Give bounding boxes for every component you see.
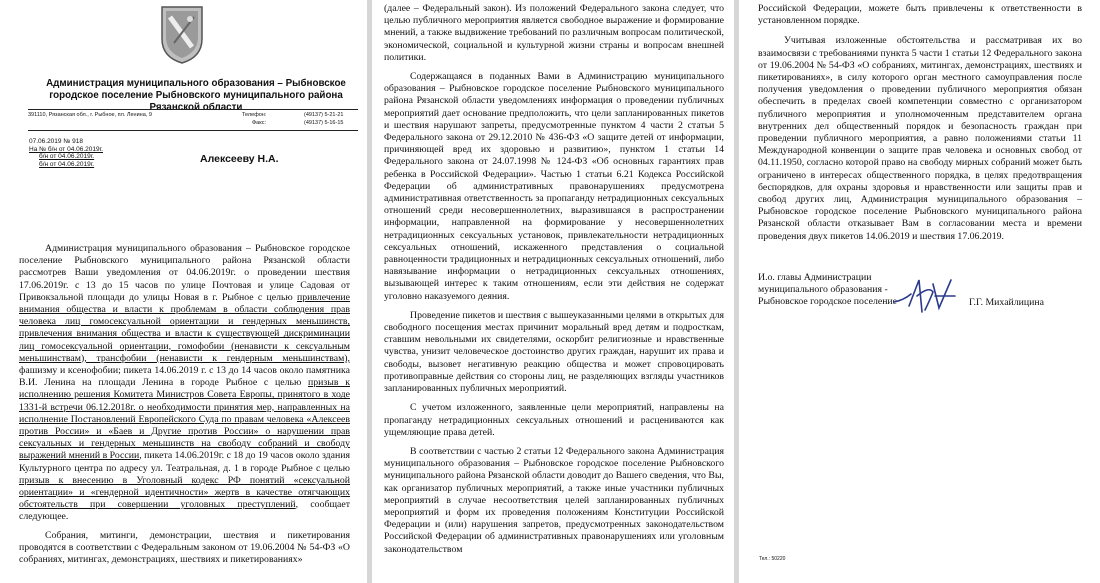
letter-body bbox=[758, 3, 1082, 243]
coat-of-arms-emblem bbox=[158, 3, 206, 65]
underlined-purpose: привлечение внимания общества и власти к проблемам в области соблюдения прав человека лиц гомосексуальной ориентации и гендерных меньшинств, привлечения внимания общества и власти к существующей дискриминации лиц гомосексуальной ориентации, гомофобии (ненависти к сексуальным меньшинствам), трансфобии (ненависти к гендерным меньшинствам), bbox=[19, 291, 350, 364]
underlined-purpose: призыв к исполнению решения Комитета Министров Совета Европы, принятого в ходе 1331-й встречи 06.12.2018г. о необходимости принятия мер, направленных на исполнение Постановлений Европейского Суда по правам человека «Алексеев против России» и «Баев и Другие против России» о нарушении прав сексуальных и гендерных меньшинств на свободу собраний и свободу выражений мнений в России bbox=[19, 377, 350, 462]
letter-body bbox=[384, 3, 724, 556]
addressee: Алексееву Н.А. bbox=[200, 153, 279, 165]
body-paragraph: Администрация муниципального образования – Рыбновское городское поселение Рыбновского муниципального района Рязанской области рассмотрев Ваши уведомления от 04.06.2019г. о проведении шествия 17.06.2019г. с 13 до 15 часов по улице Почтовая и улице Садовая от Привокзальной площади до улицы Новая в г. Рыбное с целью привлечение внимания общества и власти к проблемам в области соблюдения прав человека лиц гомосексуальной ориентации и гендерных меньшинств, привлечения внимания общества и власти к существующей дискриминации лиц гомосексуальной ориентации, гомофобии (ненависти к сексуальным меньшинствам), трансфобии (ненависти к гендерным меньшинствам), фашизму и ксенофобии; пикета 14.06.2019 г. с 13 до 14 часов около памятника В.И. Ленина на площади Ленина в городе Рыбное с целью призыв к исполнению решения Комитета Министров Совета Европы, принятого в ходе 1331-й встречи 06.12.2018г. о необходимости принятия мер, направленных на исполнение Постановлений Европейского Суда по правам человека «Алексеев против России» и «Баев и Другие против России» о нарушении прав сексуальных и гендерных меньшинств на свободу собраний и свободу выражений мнений в России, пикета 14.06.2019г. с 18 до 19 часов около здания Культурного центра по адресу ул. Театральная, д. 1 в городе Рыбное с целью призыв к внесению в Уголовный кодекс РФ понятий «сексуальной ориентации» и «гендерной идентичности» жертв в качестве отягчающих обстоятельств при совершении уголовных преступлений, сообщает следующее. bbox=[19, 243, 351, 523]
signatory-name: Г.Г. Михайлицина bbox=[969, 297, 1044, 308]
body-paragraph: Проведение пикетов и шествия с вышеуказанными целями в открытых для свободного посещения местах причинит моральный вред детям и подросткам, ставшим невольными их свидетелями, оскорбит религиозные и нравственные чувства, унизит человеческое достоинство других граждан, нарушит их права и свободы, вызовет негативную реакцию общества и может спровоцировать противоправные действия со стороны лиц, не разделяющих взгляды участников запланированных публичных мероприятий. bbox=[384, 309, 724, 395]
letter-page-2 bbox=[372, 0, 734, 583]
signatory-title: И.о. главы Администрации муниципального образования - Рыбновское городское поселение bbox=[758, 272, 898, 308]
registration-reference: б/н от 04.06.2019г. bbox=[39, 160, 95, 168]
letter-page-1 bbox=[0, 0, 367, 583]
body-paragraph: С учетом изложенного, заявленные цели мероприятий, направлены на пропаганду нетрадиционных сексуальных отношений и расцениваются как ущемляющие права детей. bbox=[384, 402, 724, 438]
registration-reference: б/н от 04.06.2019г. bbox=[39, 153, 95, 160]
organization-address: 391110, Рязанская обл., г. Рыбное, пл. Ленина, 9 bbox=[28, 112, 152, 118]
letter-body bbox=[19, 243, 350, 566]
fax-value: (49137) 5-16-15 bbox=[304, 120, 344, 126]
handwritten-signature bbox=[889, 272, 964, 322]
registration-block bbox=[29, 138, 103, 168]
letter-page-3 bbox=[739, 0, 1100, 583]
registration-reference: На № б/н от 04.06.2019г. bbox=[29, 145, 103, 153]
organization-name: Администрация муниципального образования – Рыбновское городское поселение Рыбновского муниципального района Рязанской области bbox=[46, 78, 346, 113]
body-paragraph: В соответствии с частью 2 статьи 12 Федерального закона Администрация муниципального образования – Рыбновское городское поселение Рыбновского муниципального района Рязанской области доводит до Вашего сведения, что Вы, как организатор публичных мероприятий, а также иные участники публичных мероприятий в случае несоответствия целей запланированных публичных мероприятий и форм их проведения положениям Конституции Российской Федерации и (или) нарушения запретов, предусмотренных законодательством Российской Федерации об административных правонарушениях или уголовным законодательством bbox=[384, 445, 724, 555]
body-paragraph: Собрания, митинги, демонстрации, шествия и пикетирования проводятся в соответствии с Федеральным законом от 19.06.2004 № 54-ФЗ «О собраниях, митингах, демонстрациях, шествиях и пикетированиях» bbox=[19, 529, 350, 566]
body-paragraph: Учитывая изложенные обстоятельства и рассматривая их во взаимосвязи с требованиями пункта 5 части 1 статьи 12 Федерального закона от 19.06.2004 № 54-ФЗ «О собраниях, митингах, демонстрациях, шествиях и пикетированиях», в силу которого орган местного самоуправления после получения уведомления о проведении публичного мероприятия обязан обеспечить в пределах своей компетенции совместно с организатором публичного мероприятия и уполномоченным представителем органа внутренних дел общественный порядок и безопасность граждан при проведении публичного мероприятия, а равно положениями статьи 11 Международной конвенции о защите прав человека и основных свобод от 04.11.1950, согласно которой право на свободу мирных собраний может быть ограничено в интересах общественного порядка, в целях предотвращения беспорядков, для охраны здоровья и нравственности или защиты прав и свобод других лиц, Администрация муниципального образования – Рыбновское городское поселение Рыбновского муниципального района Рязанской области отказывает Вам в согласовании места и времени проведения двух пикетов 14.06.2019 и шествия 17.06.2019. bbox=[758, 35, 1082, 242]
header-rule bbox=[28, 109, 358, 110]
fax-label: Факс: bbox=[252, 120, 266, 126]
registration-date-number: 07.06.2019 № 918 bbox=[29, 138, 83, 145]
phone-value: (49137) 5-21-21 bbox=[304, 112, 344, 118]
phone-label: Телефон: bbox=[242, 112, 267, 118]
header-rule-2 bbox=[28, 130, 358, 131]
body-paragraph: Российской Федерации, можете быть привлечены к ответственности в установленном порядке. bbox=[758, 3, 1082, 27]
body-paragraph: (далее – Федеральный закон). Из положений Федерального закона следует, что целью публичного мероприятия является свободное выражение и формирование мнений, а также выдвижение требований по различным вопросам политической, экономической, социальной и культурной жизни страны и вопросам внешней политики. bbox=[384, 3, 724, 63]
executor-phone-note: Тел.: 50220 bbox=[759, 556, 786, 562]
underlined-purpose: призыв к внесению в Уголовный кодекс РФ понятий «сексуальной ориентации» и «гендерной идентичности» жертв в качестве отягчающих обстоятельств при совершении уголовных преступлений bbox=[19, 474, 350, 511]
body-paragraph: Содержащаяся в поданных Вами в Администрацию муниципального образования – Рыбновское городское поселение Рыбновского муниципального района Рязанской области уведомлениях информация о проведении публичных мероприятий дает основание предположить, что цели запланированных пикетов и шествия нарушают запреты, предусмотренные пунктом 4 части 2 статьи 5 Федерального закона от 29.12.2010 № 436-ФЗ «О защите детей от информации, причиняющей вред их здоровью и развитию», пунктом 1 статьи 14 Федерального закона от 24.07.1998 № 124-ФЗ «Об основных гарантиях прав ребенка в Российской Федерации». Частью 1 статьи 6.21 Кодекса Российской Федерации об административных правонарушениях предусмотрена административная ответственность за пропаганду нетрадиционных сексуальных отношений среди несовершеннолетних, выразившаяся в распространении информации, направленной на формирование у несовершеннолетних нетрадиционных сексуальных установок, привлекательности нетрадиционных сексуальных отношений, искаженного представления о социальной равноценности традиционных и нетрадиционных сексуальных отношений, либо навязывание информации о нетрадиционных сексуальных отношениях, вызывающей интерес к таким отношениям, если эти действия не содержат уголовно наказуемого деяния. bbox=[384, 71, 724, 302]
